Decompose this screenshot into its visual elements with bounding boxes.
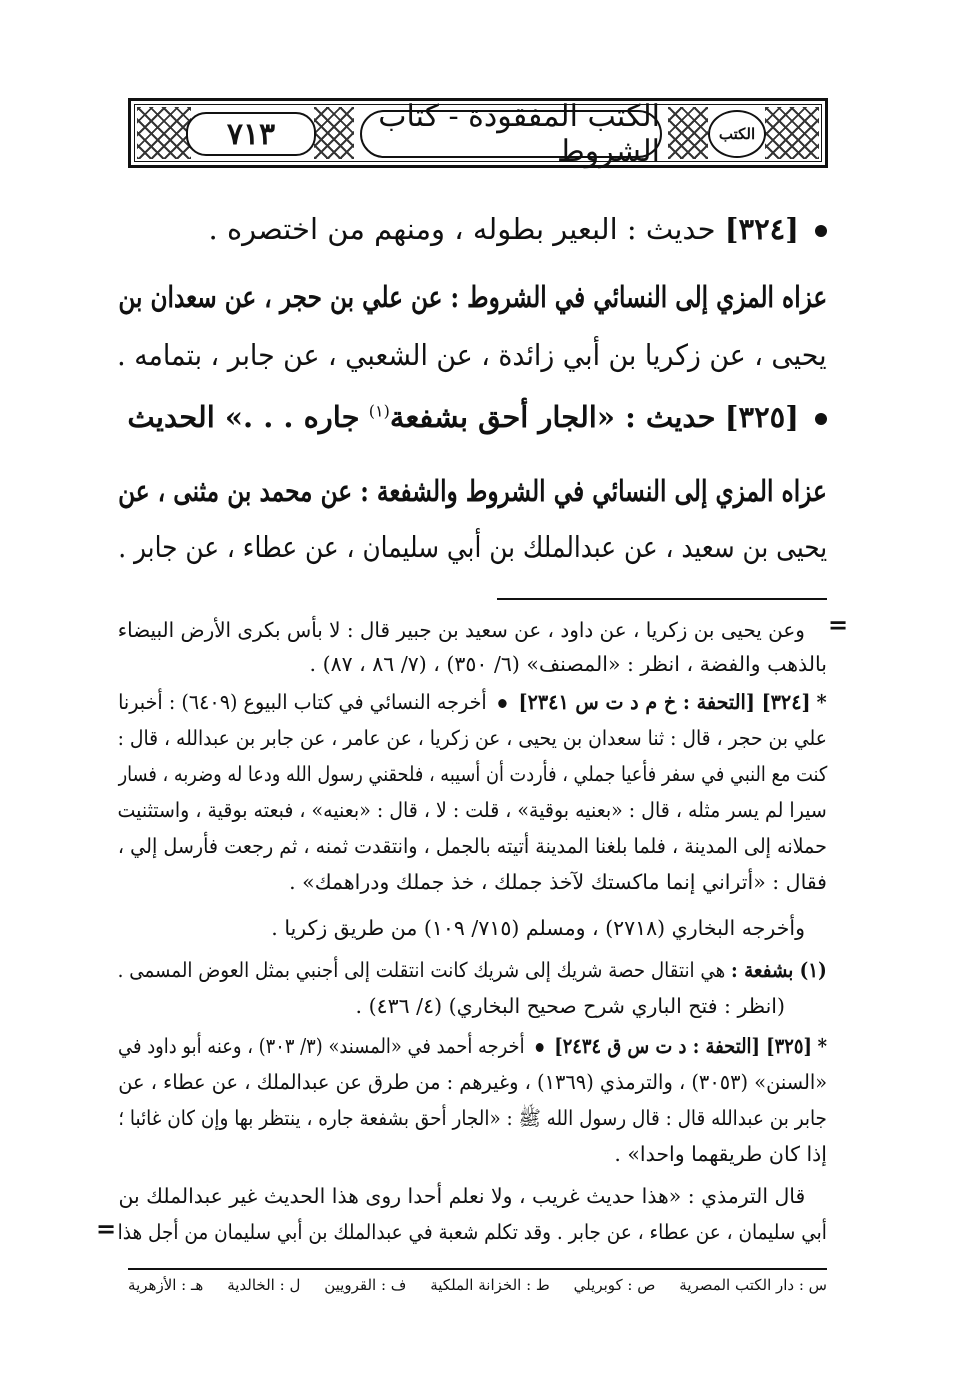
footnote-324 [118,690,827,714]
footnote-line: «السنن» (٣٠٥٣) ، والترمذي (١٣٦٩) ، وغيرهم : من طرق عن عبدالملك ، عن عطاء ، عن [118,1070,827,1094]
legend-item: ص : كوبريلي [573,1276,656,1294]
ornament-right-inner [668,107,708,159]
footnote-separator [497,598,827,600]
attribution-line: عزاه المزي إلى النسائي في الشروط والشفعة : عن محمد بن مثنى ، عن [118,474,827,508]
footnote-line: سيرا لم يسر مثله ، قال : «بعنيه بوقية» ، قلت : لا ، قال : «بعنيه» ، فبعته بوقية ، واستثنيت [117,798,827,822]
continuation-mark: = [828,610,849,639]
legend-item: ف : القرويين [324,1276,407,1294]
bullet-icon [535,1043,543,1052]
bullet-icon [815,413,827,425]
hadith-text: جاره . . .» الحديث [127,400,360,434]
hadith-text: حديث : البعير بطوله ، ومنهم من اختصره . [208,212,716,246]
asterisk: * [817,1034,827,1058]
footnote-1 [118,958,827,982]
attribution-line: يحيى بن سعيد ، عن عبدالملك بن أبي سليمان ، عن عطاء ، عن جابر . [118,530,827,564]
asterisk: * [816,690,827,714]
footnote-text: أخرجه النسائي في كتاب البيوع (٦٤٠٩) : أخبرنا [118,690,488,714]
footnote-line: حملانه إلى المدينة ، فلما بلغنا المدينة أتيته بالجمل ، وانتقدت ثمنه ، ثم رجعت فأرسل إلي ، [117,834,827,858]
footnote-line: كنت مع النبي في سفر فأعيا جملي ، فأردت أن أسيبه ، فلحقني رسول الله ودعا له وضربه ، فسار [118,762,827,786]
page-number: ٧١٣ [186,112,316,156]
footnote-line: قال الترمذي : «هذا حديث غريب ، ولا نعلم أحدا روى هذا الحديث غير عبدالملك بن [118,1184,805,1208]
continuation-mark: = [96,1214,117,1243]
footnote-line: وعن يحيى بن زكريا ، عن داود ، عن سعيد بن جبير قال : لا بأس بكرى الأرض البيضاء [117,618,805,642]
tuhfa-label: [٣٢٤] [التحفة : خ م د ت س ٢٣٤١] [518,690,811,714]
hadith-324-heading [209,212,827,246]
footnote-line: (انظر : فتح الباري شرح صحيح البخاري) (٤/ ٤٣٦) . [355,994,785,1018]
ornament-left [137,107,191,159]
footnote-line: أبي سليمان ، عن عطاء ، عن جابر . وقد تكلم شعبة في عبدالملك بن أبي سليمان من أجل هذا [117,1220,827,1244]
ornament-left-inner [314,107,354,159]
hadith-text: حديث : «الجار أحق بشفعة [389,400,716,434]
header-banner [128,98,828,168]
footnote-text: أخرجه أحمد في «المسند» (٣/ ٣٠٣) ، وعنه أبو داود في [118,1034,525,1058]
bullet-icon [815,225,827,237]
running-title: الكتب المفقودة - كتاب الشروط [360,110,662,158]
legend-item: ط : الخزانة الملكية [430,1276,550,1294]
footnote-ref[interactable]: (١) [368,401,390,421]
tuhfa-label: [٣٢٥] [التحفة : د ت س ق ٢٤٣٤] [554,1034,812,1058]
footnote-label: (١) بشفعة : [731,958,827,982]
footnote-line: إذا كان طريقهما واحدا» . [614,1142,827,1166]
footnote-325 [118,1034,827,1058]
attribution-line: عزاه المزي إلى النسائي في الشروط : عن علي بن حجر ، عن سعدان بن [118,280,827,314]
hadith-325-heading [127,400,827,434]
footnote-line: وأخرجه البخاري (٢٧١٨) ، ومسلم (٧١٥/ ١٠٩) من طريق زكريا . [271,916,805,940]
ornament-right [765,107,819,159]
footnote-line: فقال : «أتراني إنما ماكستك لآخذ جملك ، خذ جملك ودراهمك» . [289,870,827,894]
legend-separator [128,1268,827,1270]
publisher-seal: الكتب [708,110,766,158]
legend-item: هـ : الأزهرية [128,1276,204,1294]
manuscript-legend [128,1276,827,1294]
footnote-line: علي بن حجر ، قال : ثنا سعدان بن يحيى ، عن زكريا ، عن عامر ، عن جابر بن عبدالله ، قال : [117,726,827,750]
legend-item: س : دار الكتب المصرية [679,1276,827,1294]
hadith-number: [٣٢٤] [724,212,799,246]
attribution-line: يحيى ، عن زكريا بن أبي زائدة ، عن الشعبي ، عن جابر ، بتمامه . [117,338,827,372]
hadith-number: [٣٢٥] [724,400,799,434]
footnote-text: هي انتقال حصة شريك إلى شريك كانت انتقلت إلى أجنبي بمثل العوض المسمى . [117,958,726,982]
legend-item: ل : الخالدية [227,1276,301,1294]
footnote-line: جابر بن عبدالله قال : قال رسول الله ﷺ : «الجار أحق بشفعة جاره ، ينتظر بها وإن كان غائبا ؛ [118,1106,827,1130]
footnote-line: بالذهب والفضة ، انظر : «المصنف» (٦/ ٣٥٠) ، (٧/ ٨٦ ، ٨٧) . [309,652,827,676]
bullet-icon [499,699,507,708]
